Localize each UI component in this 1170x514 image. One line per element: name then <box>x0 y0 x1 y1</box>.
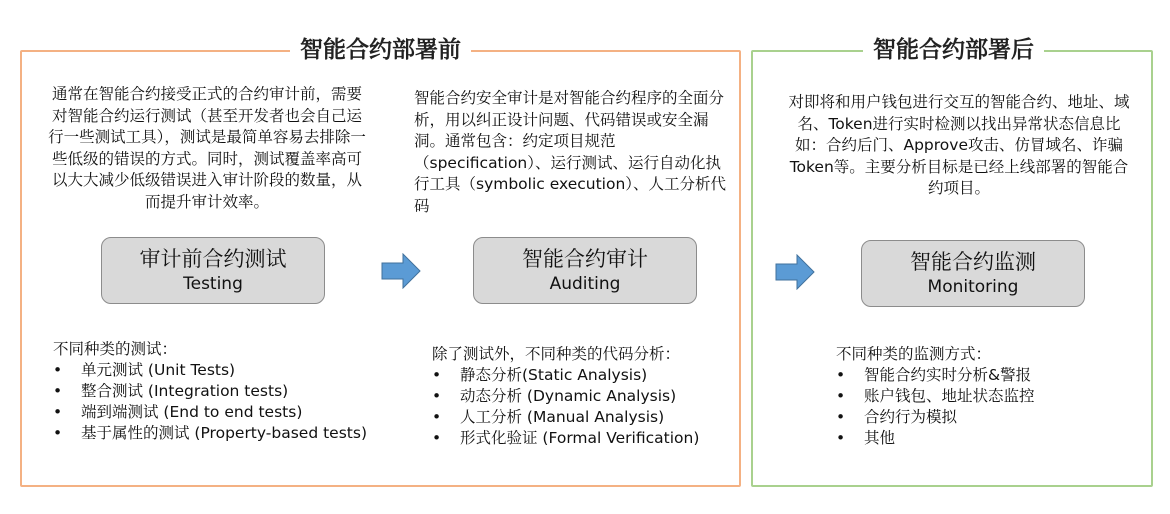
monitoring-types-list <box>836 344 1035 449</box>
testing-stage-title: 审计前合约测试 <box>139 246 287 271</box>
auditing-stage-subtitle: Auditing <box>549 273 621 294</box>
testing-description: 通常在智能合约接受正式的合约审计前，需要对智能合约运行测试（甚至开发者也会自己运行一些测试工具），测试是最简单容易去排除一些低级的错误的方式。同时，测试覆盖率高可以大大减少低级错误进入审计阶段的数量，从而提升审计效率。 <box>48 85 366 211</box>
testing-list-heading: 不同种类的测试： <box>53 340 178 358</box>
list-item: • 智能合约实时分析&警报 <box>836 365 1035 386</box>
auditing-stage-title: 智能合约审计 <box>522 246 648 271</box>
list-item: • 动态分析 (Dynamic Analysis) <box>432 386 699 407</box>
auditing-list-heading: 除了测试外，不同种类的代码分析： <box>432 345 681 363</box>
list-item: • 基于属性的测试 (Property-based tests) <box>53 423 367 444</box>
testing-stage-box <box>101 237 325 304</box>
list-item: • 静态分析(Static Analysis) <box>432 365 699 386</box>
after-deployment-title: 智能合约部署后 <box>863 36 1044 64</box>
testing-stage-subtitle: Testing <box>183 273 243 294</box>
list-item: • 其他 <box>836 428 1035 449</box>
list-item: • 账户钱包、地址状态监控 <box>836 386 1035 407</box>
list-item: • 合约行为模拟 <box>836 407 1035 428</box>
monitoring-list-heading: 不同种类的监测方式： <box>836 345 992 363</box>
list-item: • 端到端测试 (End to end tests) <box>53 402 367 423</box>
monitoring-stage-box <box>861 240 1085 307</box>
monitoring-stage-title: 智能合约监测 <box>910 249 1036 274</box>
auditing-stage-box <box>473 237 697 304</box>
testing-types-list <box>53 339 367 444</box>
monitoring-stage-subtitle: Monitoring <box>927 276 1019 297</box>
list-item: • 整合测试 (Integration tests) <box>53 381 367 402</box>
list-item: • 单元测试 (Unit Tests) <box>53 360 367 381</box>
right-arrow-icon <box>381 253 421 289</box>
right-arrow-icon <box>775 254 815 290</box>
list-item: • 人工分析 (Manual Analysis) <box>432 407 699 428</box>
auditing-description: 智能合约安全审计是对智能合约程序的全面分析，用以纠正设计问题、代码错误或安全漏洞。通常包含：约定项目规范（specification）、运行测试、运行自动化执行工具（symbolic execution）、人工分析代码 <box>414 89 727 215</box>
monitoring-description: 对即将和用户钱包进行交互的智能合约、地址、域名、Token进行实时检测以找出异常状态信息比如：合约后门、Approve攻击、仿冒域名、诈骗Token等。主要分析目标是已经上线部署的智能合约项目。 <box>788 93 1130 197</box>
list-item: • 形式化验证 (Formal Verification) <box>432 428 699 449</box>
analysis-types-list <box>432 344 699 449</box>
before-deployment-title: 智能合约部署前 <box>290 36 471 64</box>
